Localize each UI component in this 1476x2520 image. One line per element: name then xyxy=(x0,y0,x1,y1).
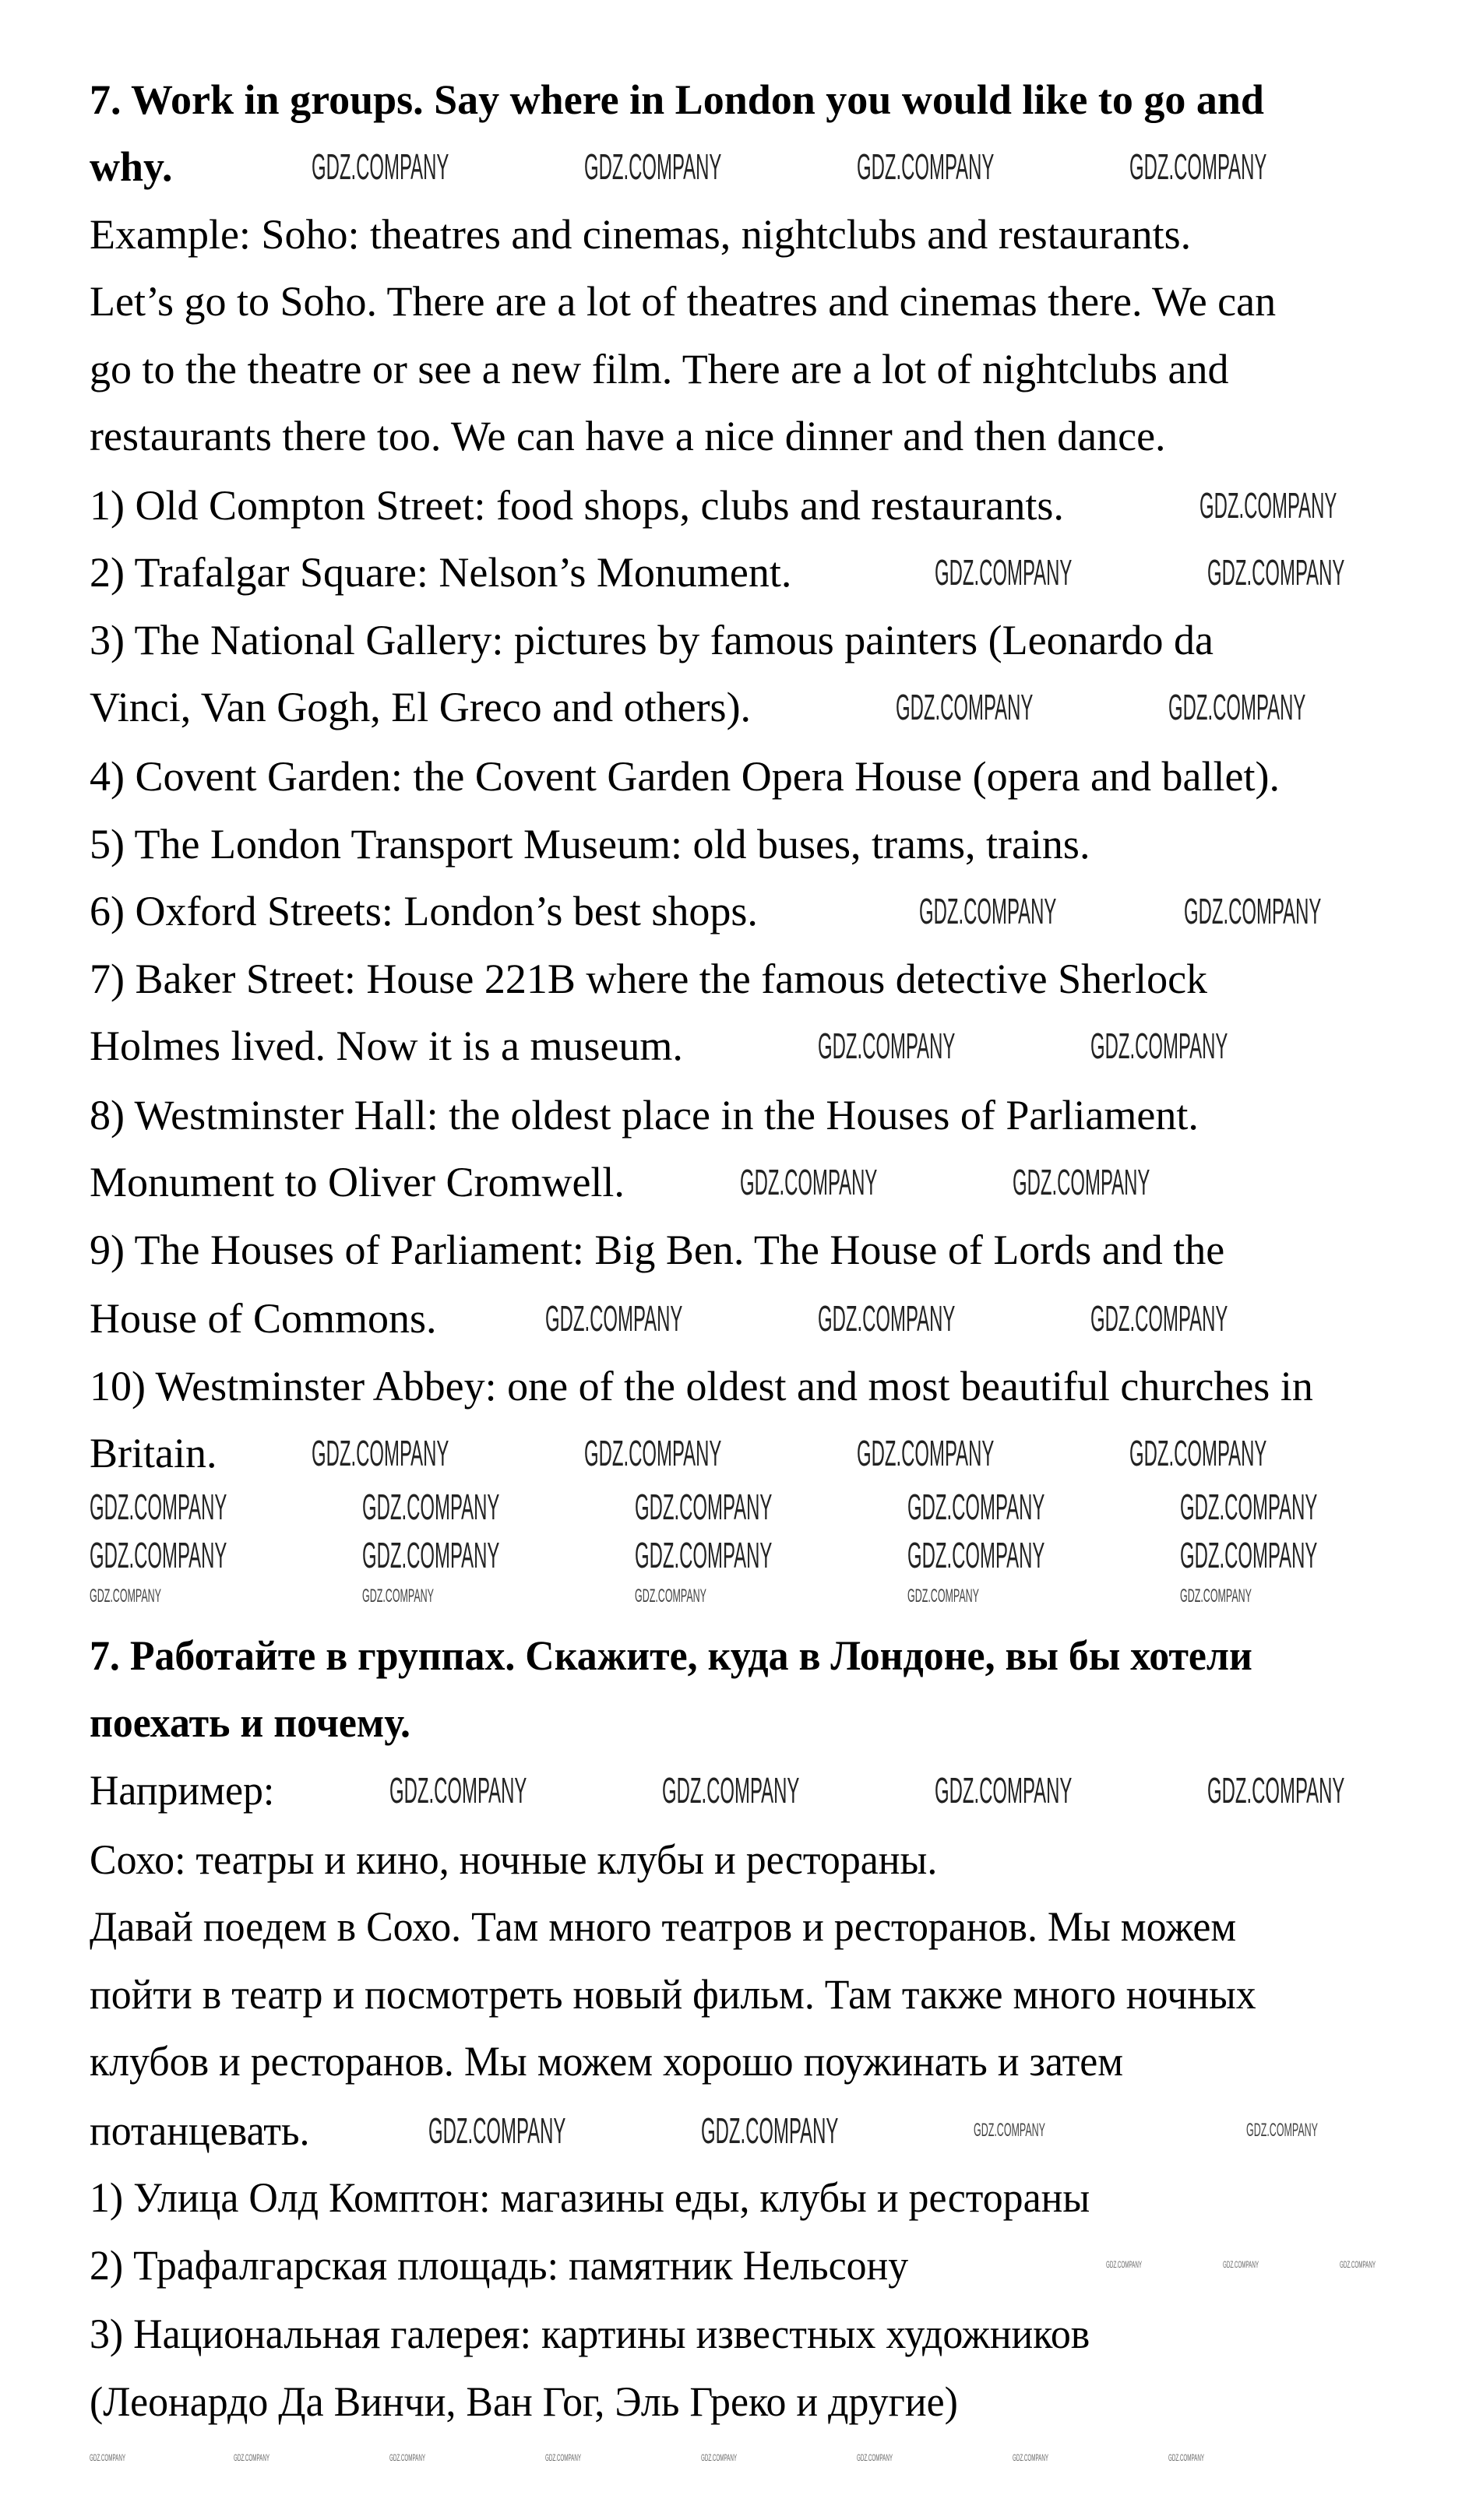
watermark: GDZ.COMPANY xyxy=(1129,1433,1267,1473)
watermark: GDZ.COMPANY xyxy=(545,1298,683,1339)
exercise-title-ru: поехать и почему. xyxy=(90,1699,410,1746)
watermark: GDZ.COMPANY xyxy=(818,1026,956,1066)
watermark: GDZ.COMPANY xyxy=(90,1586,161,1607)
list-item: 9) The Houses of Parliament: Big Ben. The House of Lords and the xyxy=(90,1227,1225,1273)
watermark: GDZ.COMPANY xyxy=(740,1162,878,1202)
watermark: GDZ.COMPANY xyxy=(1246,2120,1318,2141)
watermark: GDZ.COMPANY xyxy=(428,2110,566,2151)
watermark: GDZ.COMPANY xyxy=(857,1433,995,1473)
watermark: GDZ.COMPANY xyxy=(1207,1770,1345,1811)
watermark: GDZ.COMPANY xyxy=(1180,1487,1318,1527)
list-item: Britain. xyxy=(90,1430,217,1476)
watermark: GDZ.COMPANY xyxy=(907,1487,1045,1527)
watermark: GDZ.COMPANY xyxy=(1168,687,1306,727)
watermark: GDZ.COMPANY xyxy=(90,2452,125,2463)
text-line: restaurants there too. We can have a nice dinner and then dance. xyxy=(90,413,1166,459)
list-item: 5) The London Transport Museum: old buses, trams, trains. xyxy=(90,821,1090,868)
watermark: GDZ.COMPANY xyxy=(919,891,1057,931)
watermark: GDZ.COMPANY xyxy=(1013,2452,1048,2463)
watermark: GDZ.COMPANY xyxy=(1223,2259,1259,2270)
list-item: 10) Westminster Abbey: one of the oldest and most beautiful churches in xyxy=(90,1363,1313,1410)
list-item: 3) The National Gallery: pictures by famous painters (Leonardo da xyxy=(90,617,1214,663)
watermark: GDZ.COMPANY xyxy=(1090,1298,1228,1339)
list-item: 2) Трафалгарская площадь: памятник Нельсону xyxy=(90,2242,909,2289)
list-item: 8) Westminster Hall: the oldest place in the Houses of Parliament. xyxy=(90,1092,1199,1139)
watermark: GDZ.COMPANY xyxy=(935,1770,1073,1811)
list-item: 1) Улица Олд Комптон: магазины еды, клубы и рестораны xyxy=(90,2174,1090,2221)
list-item: Vinci, Van Gogh, El Greco and others). xyxy=(90,684,752,730)
watermark: GDZ.COMPANY xyxy=(935,552,1073,593)
watermark: GDZ.COMPANY xyxy=(1207,552,1345,593)
exercise-title-en: why. xyxy=(90,143,173,190)
list-item: 4) Covent Garden: the Covent Garden Opera House (opera and ballet). xyxy=(90,753,1280,800)
list-item: (Леонардо Да Винчи, Ван Гог, Эль Греко и другие) xyxy=(90,2378,958,2425)
watermark: GDZ.COMPANY xyxy=(389,2452,425,2463)
watermark: GDZ.COMPANY xyxy=(1180,1586,1252,1607)
watermark: GDZ.COMPANY xyxy=(896,687,1034,727)
watermark: GDZ.COMPANY xyxy=(662,1770,800,1811)
list-item: 1) Old Compton Street: food shops, clubs and restaurants. xyxy=(90,482,1064,529)
watermark: GDZ.COMPANY xyxy=(974,2120,1045,2141)
watermark: GDZ.COMPANY xyxy=(907,1535,1045,1575)
watermark: GDZ.COMPANY xyxy=(1090,1026,1228,1066)
watermark: GDZ.COMPANY xyxy=(1013,1162,1150,1202)
watermark: GDZ.COMPANY xyxy=(1129,146,1267,187)
watermark: GDZ.COMPANY xyxy=(362,1535,500,1575)
list-item: House of Commons. xyxy=(90,1295,437,1342)
text-line: Сохо: театры и кино, ночные клубы и рестораны. xyxy=(90,1836,938,1883)
watermark: GDZ.COMPANY xyxy=(1340,2259,1376,2270)
text-line: Example: Soho: theatres and cinemas, nightclubs and restaurants. xyxy=(90,211,1192,258)
list-item: Holmes lived. Now it is a museum. xyxy=(90,1022,683,1069)
watermark: GDZ.COMPANY xyxy=(234,2452,269,2463)
text-line: Например: xyxy=(90,1767,275,1814)
list-item: 2) Trafalgar Square: Nelson’s Monument. xyxy=(90,549,792,596)
watermark: GDZ.COMPANY xyxy=(907,1586,979,1607)
watermark: GDZ.COMPANY xyxy=(362,1586,434,1607)
exercise-title-ru: 7. Работайте в группах. Скажите, куда в Лондоне, вы бы хотели xyxy=(90,1632,1252,1679)
watermark: GDZ.COMPANY xyxy=(635,1586,706,1607)
watermark: GDZ.COMPANY xyxy=(312,146,449,187)
text-line: потанцевать. xyxy=(90,2107,310,2154)
watermark: GDZ.COMPANY xyxy=(635,1535,773,1575)
watermark: GDZ.COMPANY xyxy=(1180,1535,1318,1575)
watermark: GDZ.COMPANY xyxy=(1168,2452,1204,2463)
watermark: GDZ.COMPANY xyxy=(584,146,722,187)
watermark: GDZ.COMPANY xyxy=(1184,891,1322,931)
watermark: GDZ.COMPANY xyxy=(1199,485,1337,526)
watermark: GDZ.COMPANY xyxy=(584,1433,722,1473)
watermark: GDZ.COMPANY xyxy=(701,2452,737,2463)
watermark: GDZ.COMPANY xyxy=(818,1298,956,1339)
text-line: Let’s go to Soho. There are a lot of theatres and cinemas there. We can xyxy=(90,278,1277,325)
watermark: GDZ.COMPANY xyxy=(1106,2259,1142,2270)
watermark: GDZ.COMPANY xyxy=(857,2452,893,2463)
watermark: GDZ.COMPANY xyxy=(312,1433,449,1473)
text-line: Давай поедем в Сохо. Там много театров и ресторанов. Мы можем xyxy=(90,1903,1237,1950)
watermark: GDZ.COMPANY xyxy=(90,1535,227,1575)
watermark: GDZ.COMPANY xyxy=(635,1487,773,1527)
list-item: 7) Baker Street: House 221B where the famous detective Sherlock xyxy=(90,956,1208,1002)
watermark: GDZ.COMPANY xyxy=(362,1487,500,1527)
watermark: GDZ.COMPANY xyxy=(857,146,995,187)
watermark: GDZ.COMPANY xyxy=(545,2452,581,2463)
watermark: GDZ.COMPANY xyxy=(701,2110,839,2151)
exercise-title-en: 7. Work in groups. Say where in London you would like to go and xyxy=(90,76,1264,123)
text-line: пойти в театр и посмотреть новый фильм. Там также много ночных xyxy=(90,1971,1256,2018)
list-item: 3) Национальная галерея: картины известных художников xyxy=(90,2311,1090,2357)
watermark: GDZ.COMPANY xyxy=(389,1770,527,1811)
watermark: GDZ.COMPANY xyxy=(90,1487,227,1527)
list-item: 6) Oxford Streets: London’s best shops. xyxy=(90,888,758,934)
list-item: Monument to Oliver Cromwell. xyxy=(90,1159,625,1205)
text-line: клубов и ресторанов. Мы можем хорошо поужинать и затем xyxy=(90,2038,1124,2085)
text-line: go to the theatre or see a new film. There are a lot of nightclubs and xyxy=(90,346,1229,392)
